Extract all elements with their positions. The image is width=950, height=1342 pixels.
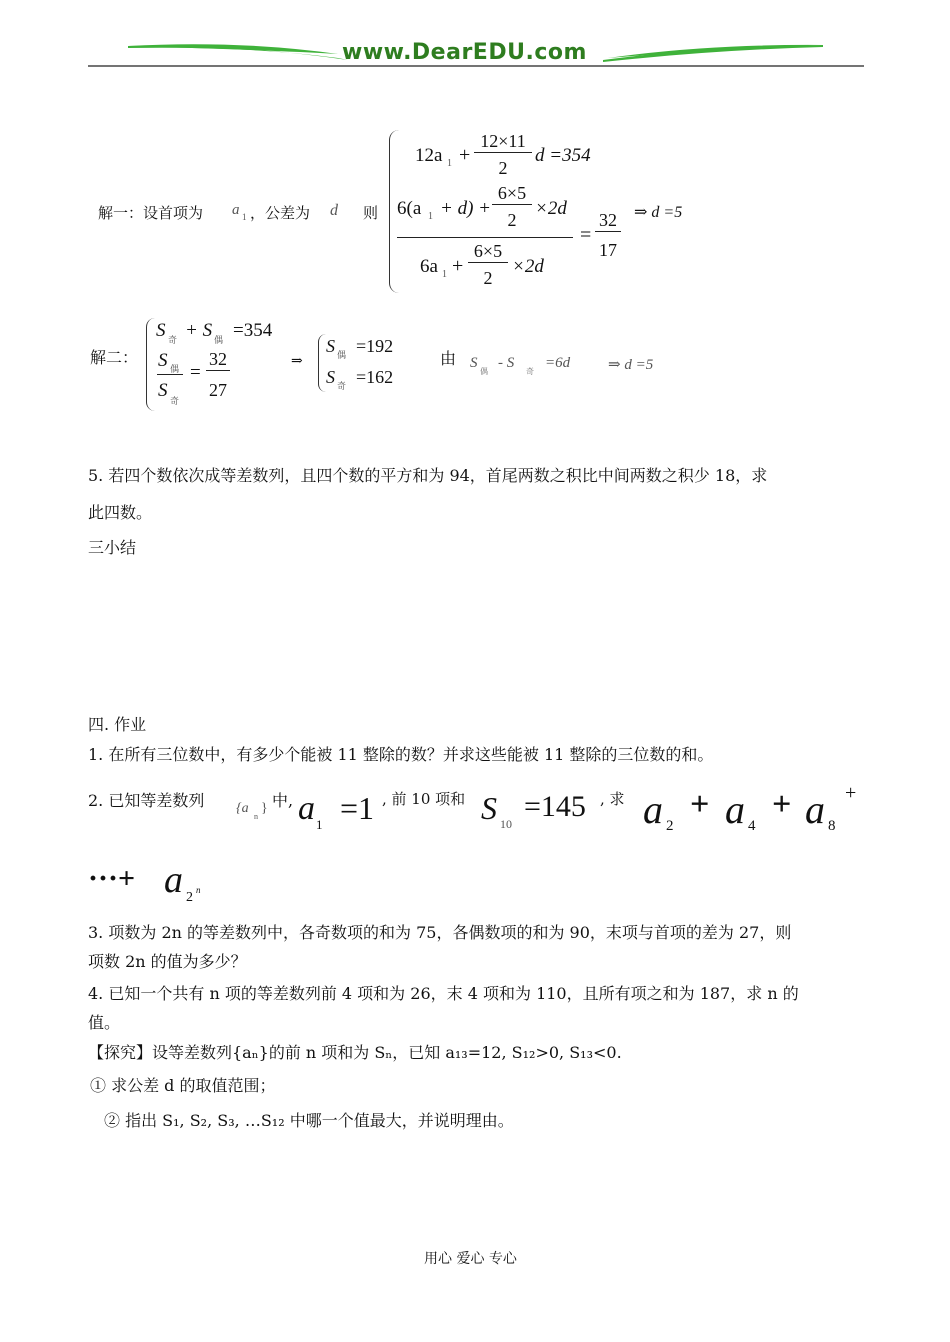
sol2-arrow: ⇒ bbox=[291, 354, 303, 369]
sol1-a: a bbox=[232, 202, 240, 218]
sol2-diff-rhs: =6d bbox=[545, 355, 571, 371]
hw2-plus-2: + bbox=[772, 786, 792, 823]
sol2-r1-s: S bbox=[326, 336, 335, 356]
sol2-frac-bot-odd: 奇 bbox=[170, 397, 180, 407]
hw2-seq-close: } bbox=[261, 801, 268, 816]
sol1-eq1-sub: 1 bbox=[447, 158, 452, 169]
sol2-l1-even: 偶 bbox=[214, 336, 224, 346]
question-5-line2: 此四数。 bbox=[88, 503, 153, 522]
homework-4-line1: 4. 已知一个共有 n 项的等差数列前 4 项和为 26，末 4 项和为 110，且所有项之和为 187，求 n 的 bbox=[88, 984, 799, 1003]
hw2-seq-sub: n bbox=[254, 812, 258, 821]
sol2-frac-top-even: 偶 bbox=[170, 365, 180, 375]
question-5-line1: 5. 若四个数依次成等差数列，且四个数的平方和为 94，首尾两数之积比中间两数之积少 18，求 bbox=[88, 466, 768, 485]
hw2-trail-plus: + bbox=[845, 782, 857, 804]
sol2-l1-rhs: =354 bbox=[233, 320, 273, 341]
sol1-mid: ，公差为 bbox=[250, 204, 311, 222]
hw2-line2-sup: n bbox=[196, 885, 201, 895]
sol1-eq1-frac-den: 2 bbox=[498, 158, 508, 178]
sol2-frac-eq: = bbox=[190, 362, 201, 383]
sol2-l1-s: S bbox=[156, 320, 166, 341]
sol1-eq2-fraction-bar bbox=[397, 237, 573, 238]
sol1-eq1-plus: + bbox=[459, 144, 471, 166]
hw2-a2-sub: 2 bbox=[666, 818, 674, 834]
sol1-eq2-equals: = bbox=[580, 224, 592, 246]
hw2-qiu: , 求 bbox=[600, 790, 625, 808]
sol1-a-sub: 1 bbox=[242, 212, 247, 222]
sol1-eq1-frac-num: 12×11 bbox=[474, 131, 532, 153]
hw2-zhong: 中, bbox=[272, 791, 294, 810]
hw2-s-eq: =145 bbox=[524, 790, 586, 823]
sol2-diff-odd: 奇 bbox=[526, 367, 534, 376]
sol2-frac-num: 32 bbox=[206, 349, 230, 371]
hw2-a1: a bbox=[298, 790, 315, 827]
sol2-diff-minus: - S bbox=[498, 355, 515, 371]
sol1-eq2-den-plus: + bbox=[452, 255, 464, 277]
hw2-line2-sub: 2 bbox=[186, 890, 193, 905]
hw2-line2-a: a bbox=[164, 859, 183, 901]
hw2-a4-sub: 4 bbox=[748, 818, 756, 834]
sol1-eq2-den-sub: 1 bbox=[442, 269, 447, 280]
sol1-eq1-rhs: d =354 bbox=[535, 145, 591, 166]
sol2-label: 解二： bbox=[90, 348, 139, 367]
hw2-line2-dots: ···+ bbox=[88, 862, 136, 895]
sol2-diff-even: 偶 bbox=[480, 367, 488, 376]
hw2-a1-sub: 1 bbox=[316, 817, 323, 832]
sol1-eq2-rhs-num: 32 bbox=[595, 210, 621, 232]
sol2-l1-plus: + S bbox=[185, 320, 213, 341]
sol2-frac-top-s: S bbox=[158, 350, 168, 371]
sol1-eq2-den-frac-den: 2 bbox=[483, 268, 493, 288]
sol2-brace-right bbox=[318, 334, 326, 392]
sol1-eq2-den-c: ×2d bbox=[512, 256, 544, 277]
sol1-eq2-num-frac-num: 6×5 bbox=[492, 183, 532, 205]
explore-statement: 【探究】设等差数列{aₙ}的前 n 项和为 Sₙ，已知 a₁₃=12, S₁₂>0, S₁₃<0. bbox=[88, 1043, 622, 1062]
sol1-eq2-den-frac-num: 6×5 bbox=[468, 241, 508, 263]
hw2-a2: a bbox=[643, 787, 663, 832]
sol2-frac-den: 27 bbox=[209, 380, 227, 400]
hw2-a8: a bbox=[805, 787, 825, 832]
sol2-r2-odd: 奇 bbox=[337, 382, 347, 392]
sol1-eq2-num-frac-den: 2 bbox=[507, 210, 517, 230]
sol2-diff-s: S bbox=[470, 355, 478, 371]
sol1-d: d bbox=[330, 202, 338, 219]
explore-item-1: ① 求公差 d 的取值范围； bbox=[90, 1076, 276, 1095]
sol2-frac-bar-left bbox=[157, 374, 183, 375]
sol1-then: 则 bbox=[363, 204, 379, 222]
sol1-eq1-lhs: 12a bbox=[415, 145, 443, 166]
sol1-eq2-den-a: 6a bbox=[420, 256, 438, 277]
footer-slogan: 用心 爱心 专心 bbox=[424, 1251, 517, 1267]
sol1-eq2-num-c: ×2d bbox=[535, 198, 567, 219]
hw2-seq: {a bbox=[236, 801, 249, 816]
hw2-a8-sub: 8 bbox=[828, 818, 836, 834]
sol2-r1-even: 偶 bbox=[337, 351, 347, 361]
sol2-by: 由 bbox=[440, 349, 457, 368]
sol1-eq2-num-sub: 1 bbox=[428, 211, 433, 222]
homework-4-line2: 值。 bbox=[88, 1013, 121, 1032]
sol2-r1-val: =192 bbox=[356, 336, 394, 356]
hw2-s: S bbox=[481, 790, 497, 826]
sol1-label: 解一：设首项为 bbox=[98, 204, 204, 222]
sol2-r2-val: =162 bbox=[356, 367, 394, 387]
hw2-prefix: 2. 已知等差数列 bbox=[88, 791, 205, 810]
sol1-eq2-rhs-den: 17 bbox=[599, 240, 617, 260]
summary-heading: 三小结 bbox=[88, 538, 137, 557]
sol1-eq2-num-b: + d) + bbox=[440, 198, 491, 219]
sol1-eq2-num-a: 6(a bbox=[397, 198, 422, 219]
homework-3-line2: 项数 2n 的值为多少？ bbox=[88, 952, 247, 971]
sol2-l1-odd: 奇 bbox=[168, 336, 178, 346]
hw2-s-sub: 10 bbox=[500, 817, 512, 831]
homework-heading: 四. 作业 bbox=[88, 715, 147, 734]
explore-item-2: ② 指出 S₁, S₂, S₃, …S₁₂ 中哪一个值最大，并说明理由。 bbox=[104, 1111, 514, 1130]
sol2-brace-left bbox=[146, 318, 155, 411]
site-logo-text: www.DearEDU.com bbox=[342, 40, 587, 65]
sol1-result: ⇒ d =5 bbox=[634, 204, 683, 221]
sol2-result: ⇒ d =5 bbox=[608, 357, 654, 373]
hw2-mid: , 前 10 项和 bbox=[382, 790, 466, 808]
hw2-a1-eq: =1 bbox=[340, 790, 375, 826]
sol2-r2-s: S bbox=[326, 367, 335, 387]
homework-3-line1: 3. 项数为 2n 的等差数列中，各奇数项的和为 75，各偶数项的和为 90，末项与首项的差为 27，则 bbox=[88, 923, 792, 942]
homework-1: 1. 在所有三位数中，有多少个能被 11 整除的数？并求这些能被 11 整除的三位数的和。 bbox=[88, 745, 714, 764]
hw2-a4: a bbox=[725, 787, 745, 832]
hw2-plus-1: + bbox=[690, 786, 710, 823]
sol2-frac-bot-s: S bbox=[158, 380, 168, 401]
